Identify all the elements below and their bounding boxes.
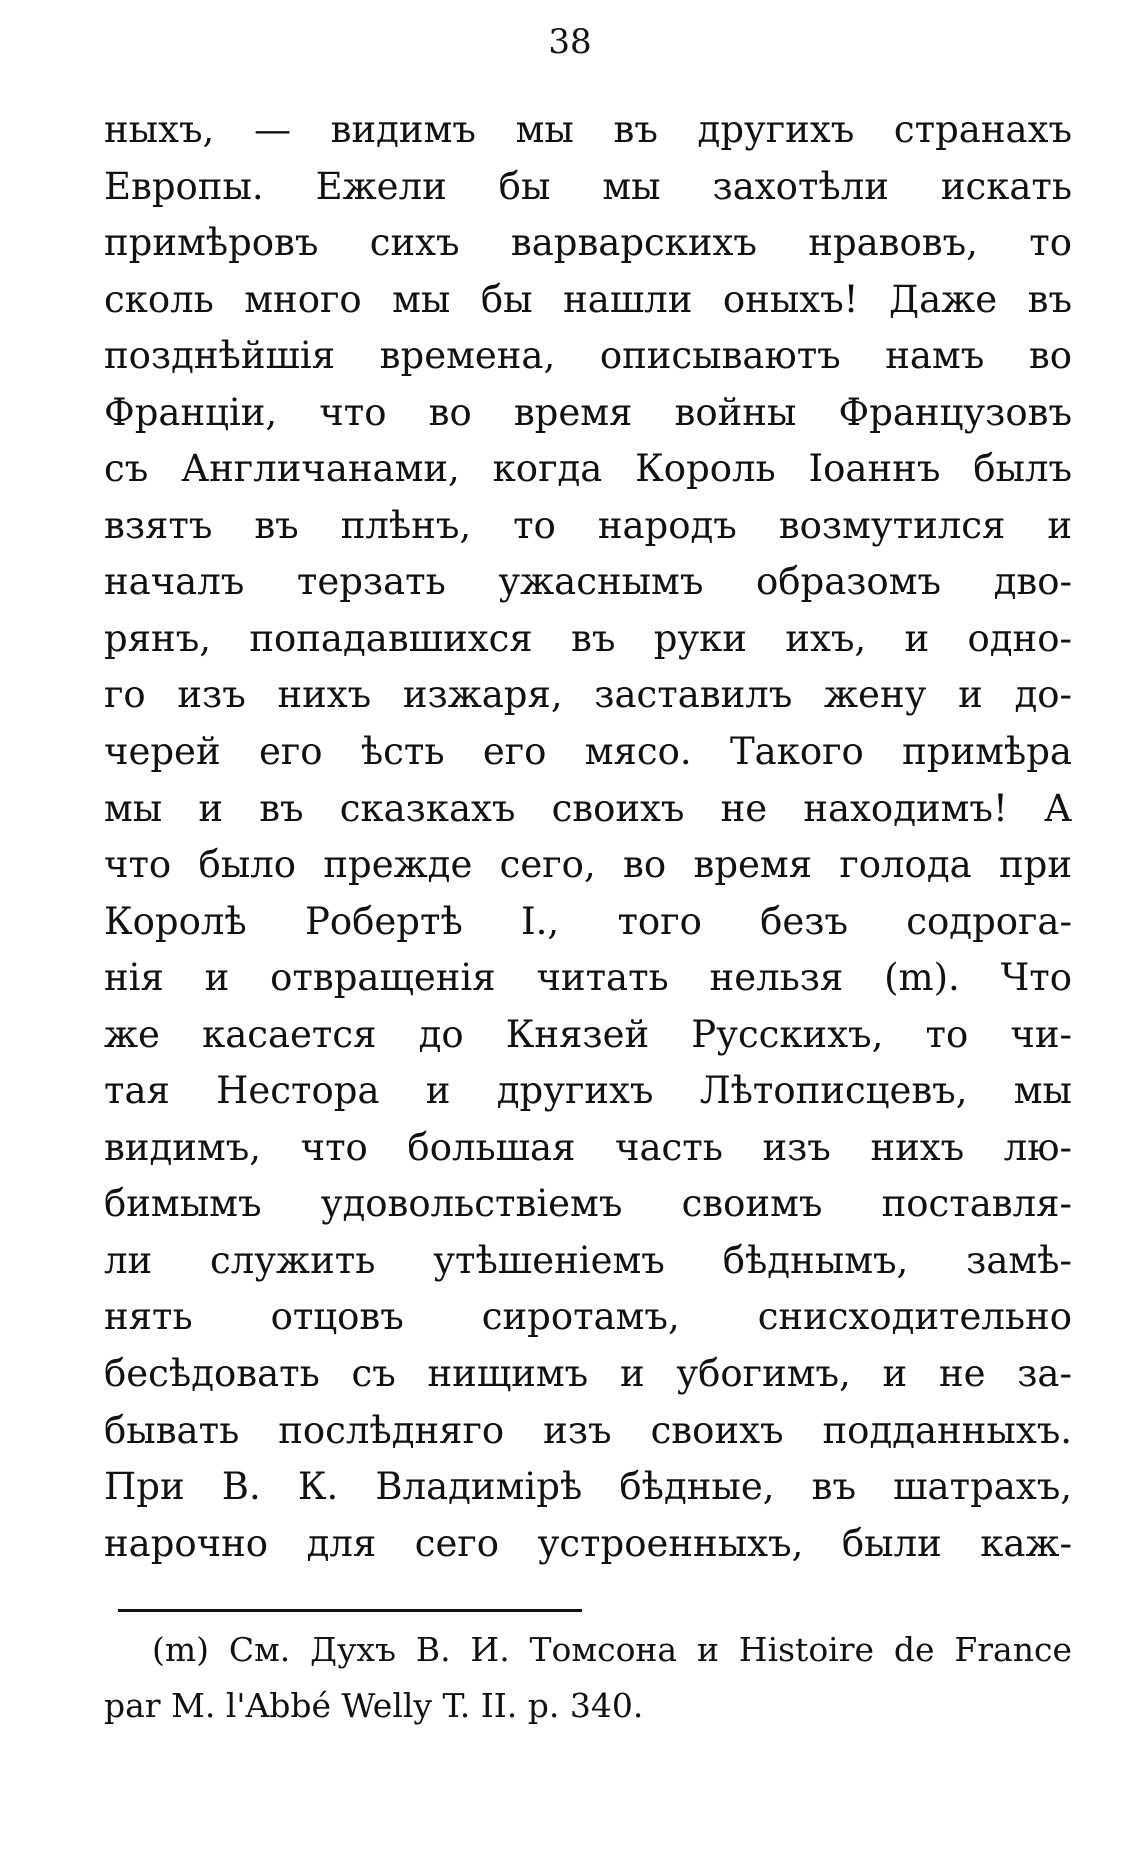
text-line: Королѣ Робертѣ I., того безъ содрога- xyxy=(104,899,1072,943)
text-line: примѣровъ сихъ варварскихъ нравовъ, то xyxy=(104,221,1072,265)
text-line: ныхъ, — видимъ мы въ другихъ странахъ xyxy=(104,108,1072,151)
text-line: Европы. Ежели бы мы захотѣли искать xyxy=(104,164,1072,208)
text-line: нарочно для сего устроенныхъ, были каж- xyxy=(104,1521,1072,1565)
footnote-line: par M. l'Abbé Welly T. II. p. 340. xyxy=(104,1686,644,1725)
text-line: бывать послѣдняго изъ своихъ подданныхъ. xyxy=(104,1408,1072,1452)
text-line: бимымъ удовольствіемъ своимъ поставля- xyxy=(104,1182,1072,1226)
text-line: При В. К. Владимірѣ бѣдные, въ шатрахъ, xyxy=(104,1465,1072,1509)
text-line: мы и въ сказкахъ своихъ не находимъ! А xyxy=(104,786,1072,830)
text-line: видимъ, что большая часть изъ нихъ лю- xyxy=(104,1125,1072,1169)
text-line: Франціи, что во время войны Французовъ xyxy=(104,390,1072,434)
text-line: тая Нестора и другихъ Лѣтописцевъ, мы xyxy=(104,1069,1072,1113)
text-line: черей его ѣсть его мясо. Такого примѣра xyxy=(104,730,1072,774)
text-line: взятъ въ плѣнъ, то народъ возмутился и xyxy=(104,503,1072,547)
body-text xyxy=(104,102,1072,1572)
text-line: нія и отвращенія читать нельзя (m). Что xyxy=(104,956,1072,1000)
page-number: 38 xyxy=(548,22,592,62)
text-line: позднѣйшія времена, описываютъ намъ во xyxy=(104,334,1072,378)
footnote-line: (m) См. Духъ В. И. Томсона и Histoire de France xyxy=(152,1630,1072,1669)
text-line: съ Англичанами, когда Король Іоаннъ былъ xyxy=(104,447,1072,491)
text-line: нять отцовъ сиротамъ, снисходительно xyxy=(104,1295,1072,1339)
text-line: ли служить утѣшеніемъ бѣднымъ, замѣ- xyxy=(104,1238,1072,1282)
text-line: что было прежде сего, во время голода при xyxy=(104,843,1072,887)
text-line: бесѣдовать съ нищимъ и убогимъ, и не за- xyxy=(104,1352,1072,1396)
text-line: рянъ, попадавшихся въ руки ихъ, и одно- xyxy=(104,616,1072,660)
text-line: сколь много мы бы нашли оныхъ! Даже въ xyxy=(104,277,1072,321)
footnote-divider xyxy=(118,1609,582,1612)
text-line: же касается до Князей Русскихъ, то чи- xyxy=(104,1012,1072,1056)
text-line: го изъ нихъ изжаря, заставилъ жену и до- xyxy=(104,673,1072,717)
footnote xyxy=(104,1622,1072,1734)
text-line: началъ терзать ужаснымъ образомъ дво- xyxy=(104,560,1072,604)
